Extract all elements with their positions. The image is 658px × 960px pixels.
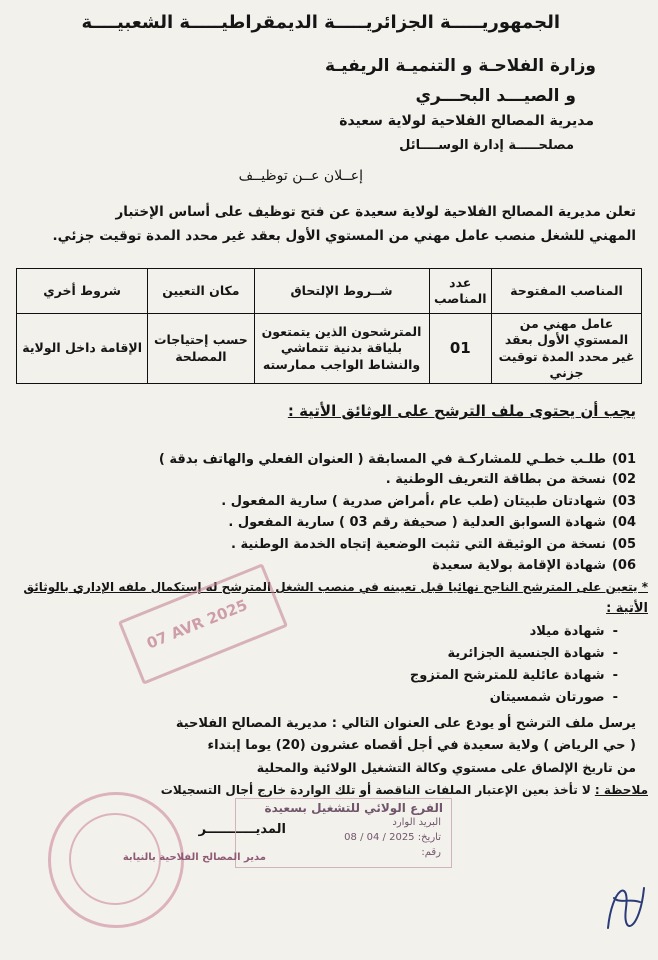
remark-text: لا تأخذ بعين الإعتبار الملفات الناقصة أو تلك الواردة خارج أجال التسجيلات	[160, 783, 591, 797]
document-number: 06)	[611, 558, 636, 573]
after-document-text: شهادة ميلاد	[529, 624, 605, 639]
directorate-name: مديرية المصالح الفلاحية لولاية سعيدة	[339, 113, 594, 129]
list-item: - شهادة ميلاد	[529, 624, 618, 639]
document-number: 03)	[611, 494, 636, 509]
registration-line-4: رقم:	[421, 847, 441, 858]
remark-label: ملاحظة :	[594, 783, 648, 797]
document-text: شهادتان طبيتان (طب عام ،أمراض صدرية ) سارية المفعول .	[221, 494, 606, 509]
document-text: نسخة من الوثيقة التي تثبت الوضعية إتجاه الخدمة الوطنية .	[230, 537, 606, 552]
cell-place: حسب إحتياجات المصلحة	[148, 314, 254, 384]
document-item	[386, 472, 636, 487]
cell-positions: عامل مهني من المستوي الأول بعقد غير محدد المدة توقيت جزني	[492, 314, 642, 384]
document-item	[228, 515, 636, 530]
ministry-line-2: و الصيـــد البحـــري	[415, 86, 576, 106]
document-item	[159, 452, 636, 467]
signature-scribble	[600, 868, 650, 938]
header-count: عدد المناصب	[429, 269, 492, 314]
table-row	[17, 314, 642, 384]
cell-other: الإقامة داخل الولاية	[17, 314, 148, 384]
cell-count: 01	[429, 314, 492, 384]
list-item: - شهادة الجنسية الجزائرية	[447, 646, 618, 661]
list-item: - شهادة عائلية للمترشح المتزوج	[409, 668, 618, 683]
republic-heading: الجمهوريـــــة الجزائريـــــة الديمقراطيـــــة الشعبيــــة	[81, 12, 560, 33]
submission-line-3: من تاريخ الإلصاق على مستوي وكالة التشغيل الولائية والمحلية	[256, 760, 636, 775]
document-item	[221, 494, 636, 509]
director-signature-label: المديـــــــــــر	[198, 822, 286, 837]
announcement-title: إعــلان عــن توظيــف	[238, 168, 363, 184]
registration-line-2: البريد الوارد	[392, 817, 441, 828]
document-text: شهادة السوابق العدلية ( صحيفة رقم 03 ) سارية المفعول .	[228, 515, 606, 530]
note-after-line-2: الأتية :	[606, 601, 648, 616]
after-document-text: شهادة الجنسية الجزائرية	[447, 646, 605, 661]
document-number: 02)	[611, 472, 636, 487]
document-text: طلـب خطـي للمشاركـة في المسابقة ( العنوان الفعلي والهاتف بدقة )	[158, 452, 606, 467]
header-positions: المناصب المفتوحة	[492, 269, 642, 314]
document-text: شهادة الإقامة بولاية سعيدة	[432, 558, 606, 573]
intro-line-2: المهني للشغل منصب عامل مهني من المستوي الأول بعقد غير محدد المدة توقيت جزئي.	[52, 228, 636, 244]
after-document-text: صورتان شمسيتان	[489, 690, 605, 705]
positions-table	[16, 268, 642, 384]
document-number: 04)	[611, 515, 636, 530]
submission-line-2: ( حي الرياض ) ولاية سعيدة في أجل أقصاه عشرون (20) يوما إبتداء	[207, 738, 636, 753]
registration-line-1: الفرع الولائي للتشغيل بسعيدة	[264, 801, 443, 815]
document-number: 05)	[611, 537, 636, 552]
round-stamp-text: مدير المصالح الفلاحية بالنيابة	[122, 852, 266, 863]
table-header-row	[17, 269, 642, 314]
cell-conditions: المترشحون الذين يتمتعون بلياقة بدنية تتماشي والنشاط الواجب ممارسته	[254, 314, 429, 384]
after-document-text: شهادة عائلية للمترشح المتزوج	[409, 668, 605, 683]
header-other: شروط أخري	[17, 269, 148, 314]
service-name: مصلحـــــة إدارة الوســــائل	[399, 138, 574, 153]
header-conditions: شــروط الإلتحاق	[254, 269, 429, 314]
documents-title: يجب أن يحتوى ملف الترشح على الوثائق الأتية :	[287, 402, 636, 420]
document-item	[432, 558, 636, 573]
registration-stamp	[235, 798, 452, 868]
list-item: - صورتان شمسيتان	[489, 690, 618, 705]
remark	[161, 783, 648, 797]
registration-line-3: تاريخ: 2025 / 04 / 08	[344, 832, 441, 843]
submission-line-1: يرسل ملف الترشح أو يودع على العنوان التالي : مديرية المصالح الفلاحية	[175, 716, 636, 731]
document-number: 01)	[611, 452, 636, 467]
date-stamp-text: 07 AVR 2025	[144, 595, 250, 653]
note-after-line-1: * يتعين على المترشح الناجح نهائيا قبل تعيينه في منصب الشغل المترشح له إستكمال ملفه الإداري بالوثائق	[23, 580, 648, 594]
document-text: نسخة من بطاقة التعريف الوطنية .	[385, 472, 606, 487]
ministry-line-1: وزارة الفلاحـة و التنميـة الريفيـة	[325, 56, 596, 76]
header-place: مكان التعيين	[148, 269, 254, 314]
document-item	[231, 537, 636, 552]
intro-line-1: تعلن مديرية المصالح الفلاحية لولاية سعيدة عن فتح توظيف على أساس الإختبار	[115, 204, 636, 220]
